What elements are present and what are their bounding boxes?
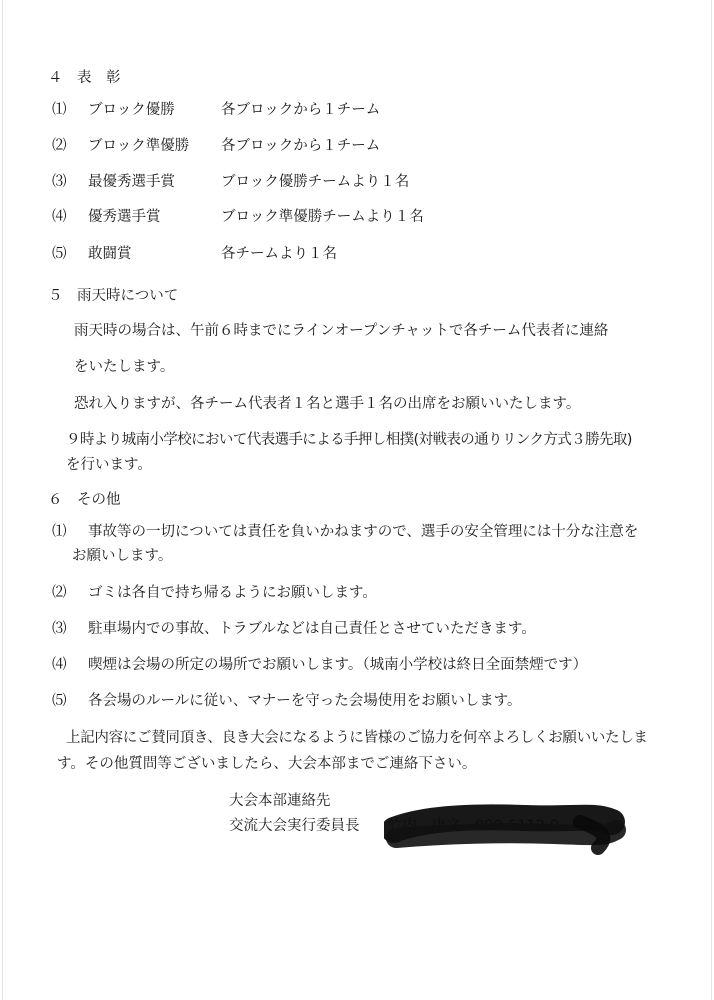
award-name: 敢闘賞 <box>88 246 132 262</box>
award-name: 最優秀選手賞 <box>88 174 175 190</box>
paragraph-line: をいたします。 <box>74 359 175 375</box>
paragraph-line: を行います。 <box>66 457 152 473</box>
award-number: ⑷ <box>52 209 67 225</box>
item-number: ⑵ <box>52 585 67 601</box>
contact-label: 大会本部連絡先 <box>229 793 331 809</box>
section-5-heading: ５ 雨天時について <box>48 288 179 304</box>
award-detail: 各チームより１名 <box>221 246 337 262</box>
award-number: ⑵ <box>52 138 67 154</box>
paragraph-line: 恐れ入りますが、各チーム代表者１名と選手１名の出席をお願いいたします。 <box>74 396 581 412</box>
item-text-continued: お願いします。 <box>72 548 173 564</box>
award-number: ⑶ <box>52 174 67 190</box>
closing-line: 上記内容にご賛同頂き、良き大会になるように皆様のご協力を何卒よろしくお願いいたしま <box>66 730 648 746</box>
section-6-heading: ６ その他 <box>48 492 121 508</box>
item-text: ゴミは各自で持ち帰るようにお願いします。 <box>88 585 377 601</box>
award-name: ブロック優勝 <box>88 102 175 118</box>
award-detail: 各ブロックから１チーム <box>221 102 381 118</box>
section-4-heading: ４ 表 彰 <box>48 70 121 86</box>
item-number: ⑷ <box>52 657 67 673</box>
award-detail: ブロック優勝チームより１名 <box>221 174 410 190</box>
paragraph-line: 雨天時の場合は、午前６時までにラインオープンチャットで各チーム代表者に連絡 <box>74 323 609 339</box>
award-detail: ブロック準優勝チームより１名 <box>221 209 424 225</box>
contact-organization: 交流大会実行委員長 <box>229 818 360 834</box>
item-number: ⑶ <box>52 621 67 637</box>
item-number: ⑸ <box>52 693 67 709</box>
award-name: ブロック準優勝 <box>88 138 190 154</box>
closing-line: す。その他質問等ございましたら、大会本部までご連絡下さい。 <box>57 756 477 772</box>
award-number: ⑸ <box>52 246 67 262</box>
item-text: 喫煙は会場の所定の場所でお願いします。（城南小学校は終日全面禁煙です） <box>88 657 588 673</box>
award-detail: 各ブロックから１チーム <box>221 138 381 154</box>
item-text: 駐車場内での事故、トラブルなどは自己責任とさせていただきます。 <box>88 621 536 637</box>
contact-name-phone: 竹内 康文 090-6112-9 <box>388 818 560 834</box>
item-text: 事故等の一切については責任を負いかねますので、選手の安全管理には十分な注意を <box>88 524 639 540</box>
award-name: 優秀選手賞 <box>88 209 161 225</box>
paragraph-line: ９時より城南小学校において代表選手による手押し相撲(対戦表の通りリンク方式３勝先取) <box>66 432 632 448</box>
item-text: 各会場のルールに従い、マナーを守った会場使用をお願いします。 <box>88 693 522 709</box>
award-number: ⑴ <box>52 102 67 118</box>
item-number: ⑴ <box>52 524 67 540</box>
